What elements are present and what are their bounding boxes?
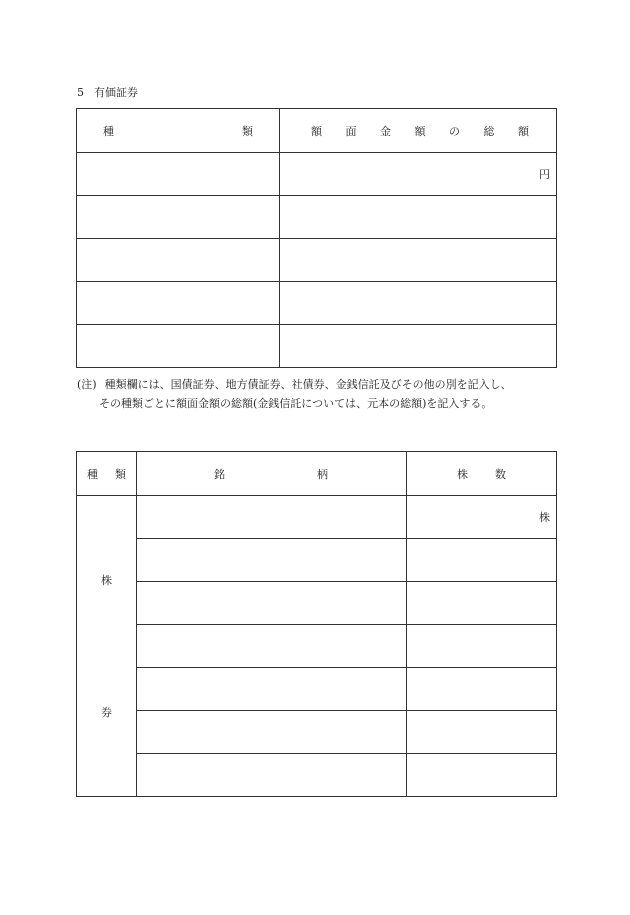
- brand-input-cell[interactable]: [137, 625, 407, 668]
- table-row: [77, 754, 557, 797]
- table-row: [77, 325, 557, 368]
- amount-header-char: 面: [345, 124, 357, 138]
- type-header-char: 類: [242, 124, 253, 138]
- section-title: 有価証券: [94, 86, 138, 99]
- shares-input-cell[interactable]: [407, 711, 557, 754]
- table-row: [77, 153, 557, 196]
- shares-input-cell[interactable]: [407, 754, 557, 797]
- type-input-cell[interactable]: [77, 196, 280, 239]
- note-line-2: その種類ごとに額面金額の総額(金銭信託については、元本の総額)を記入する。: [99, 397, 493, 410]
- shares-input-cell[interactable]: [407, 625, 557, 668]
- section-number: 5: [77, 86, 84, 99]
- amount-input-cell[interactable]: [280, 325, 557, 368]
- brand-input-cell[interactable]: [137, 539, 407, 582]
- table-row: [77, 582, 557, 625]
- amount-header-char: 金: [380, 124, 391, 138]
- type-input-cell[interactable]: [77, 239, 280, 282]
- category-char: 券: [101, 706, 112, 719]
- shares-header: [407, 452, 557, 496]
- stock-certificates-table: [76, 451, 557, 797]
- brand-header-char: 銘: [214, 467, 225, 481]
- brand-header: [137, 452, 407, 496]
- shares-input-cell[interactable]: [407, 496, 557, 539]
- stock-category-cell: [77, 496, 137, 797]
- table-row: [77, 239, 557, 282]
- amount-input-cell[interactable]: [280, 196, 557, 239]
- note-text: [77, 375, 567, 413]
- shares-unit-label: 株: [539, 511, 550, 524]
- table-row: [77, 196, 557, 239]
- type-header-char: 種: [87, 467, 98, 481]
- table-row: [77, 539, 557, 582]
- type-header-char: 種: [103, 124, 114, 138]
- shares-input-cell[interactable]: [407, 539, 557, 582]
- table-row: [77, 711, 557, 754]
- amount-header-char: 額: [311, 124, 322, 138]
- table-row: [77, 625, 557, 668]
- amount-input-cell[interactable]: [280, 239, 557, 282]
- category-char: 株: [101, 574, 112, 587]
- brand-input-cell[interactable]: [137, 496, 407, 539]
- type-header: [77, 452, 137, 496]
- amount-header-char: の: [449, 124, 460, 138]
- type-header-char: 類: [115, 467, 126, 481]
- brand-input-cell[interactable]: [137, 711, 407, 754]
- table-row: [77, 496, 557, 539]
- securities-amount-table: [76, 108, 557, 368]
- amount-header-char: 額: [518, 124, 529, 138]
- amount-input-cell[interactable]: [280, 282, 557, 325]
- note-label: (注): [77, 378, 97, 391]
- table-row: [77, 668, 557, 711]
- shares-input-cell[interactable]: [407, 582, 557, 625]
- amount-header-char: 総: [483, 124, 495, 138]
- shares-header-char: 株: [457, 467, 468, 481]
- section-heading: [77, 84, 138, 100]
- type-input-cell[interactable]: [77, 153, 280, 196]
- amount-header-char: 額: [414, 124, 426, 138]
- table-row: [77, 282, 557, 325]
- shares-input-cell[interactable]: [407, 668, 557, 711]
- type-header: [77, 109, 280, 153]
- table1-header-row: [77, 109, 557, 153]
- table2-header-row: [77, 452, 557, 496]
- brand-input-cell[interactable]: [137, 754, 407, 797]
- shares-header-char: 数: [495, 467, 506, 481]
- type-input-cell[interactable]: [77, 282, 280, 325]
- yen-unit-label: 円: [539, 168, 550, 181]
- total-face-amount-header: [280, 109, 557, 153]
- brand-input-cell[interactable]: [137, 668, 407, 711]
- amount-input-cell[interactable]: [280, 153, 557, 196]
- note-line-1: 種類欄には、国債証券、地方債証券、社債券、金銭信託及びその他の別を記入し、: [104, 378, 512, 391]
- brand-header-char: 柄: [317, 467, 328, 481]
- type-input-cell[interactable]: [77, 325, 280, 368]
- brand-input-cell[interactable]: [137, 582, 407, 625]
